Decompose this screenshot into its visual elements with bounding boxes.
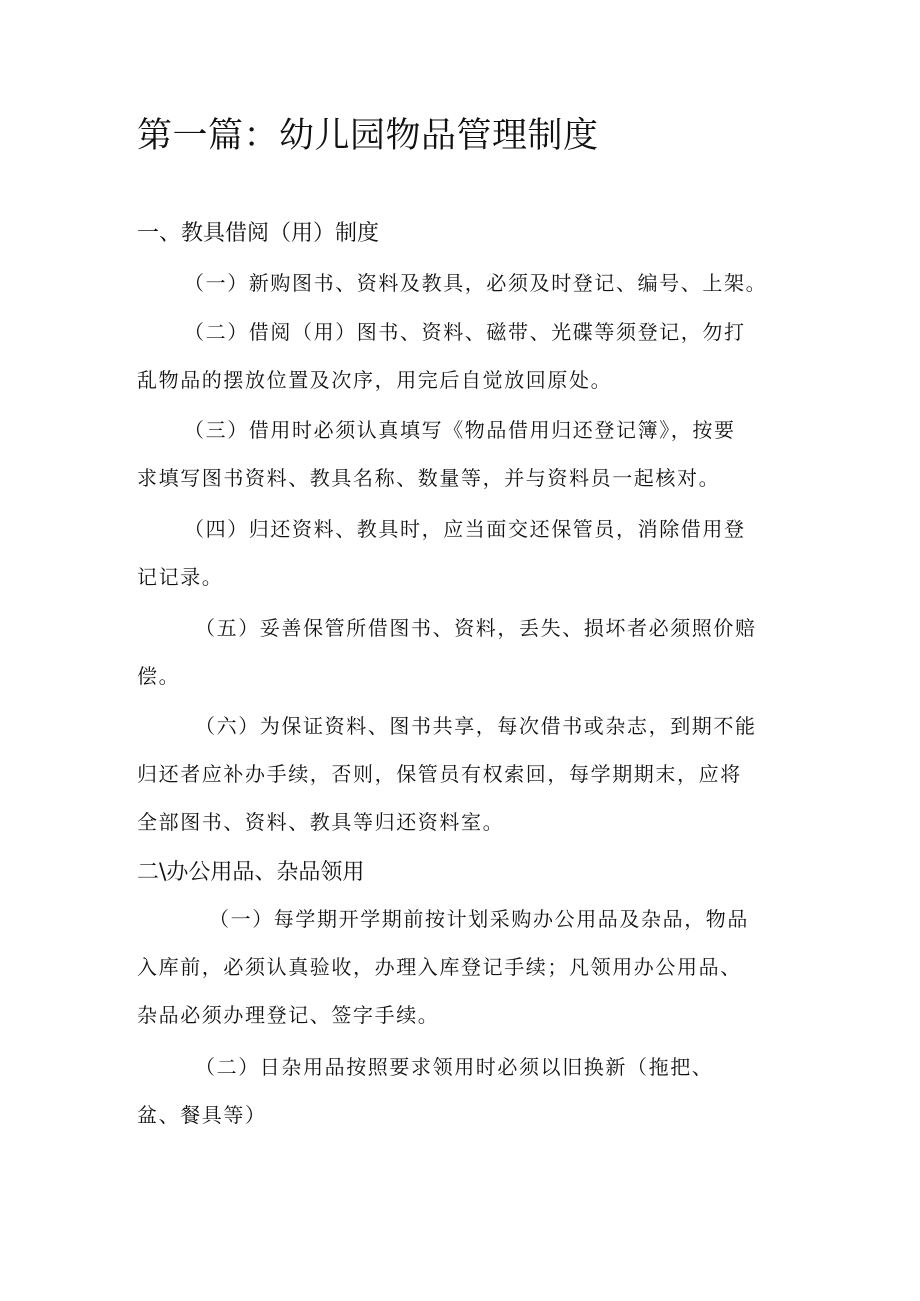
- paragraph-line: 偿。: [137, 664, 181, 688]
- paragraph-line: （六）为保证资料、图书共享，每次借书或杂志，到期不能: [195, 714, 757, 738]
- paragraph-1-3: [137, 406, 787, 502]
- paragraph-1-4: [137, 505, 787, 601]
- paragraph-line: 归还者应补办手续，否则，保管员有权索回，每学期期末，应将: [137, 762, 742, 786]
- paragraph-line: （四）归还资料、教具时，应当面交还保管员，消除借用登: [184, 517, 746, 541]
- paragraph-line: （一）每学期开学期前按计划采购办公用品及杂品，物品: [209, 907, 749, 931]
- paragraph-line: （二）借阅（用）图书、资料、磁带、光碟等须登记，勿打: [184, 320, 746, 344]
- paragraph-2-2: [137, 1043, 787, 1139]
- paragraph-1-6: [137, 702, 787, 846]
- section-heading-office-supplies: 二\办公用品、杂品领用: [137, 860, 365, 885]
- paragraph-line: 盆、餐具等）: [137, 1103, 267, 1127]
- document-title: 第一篇：幼儿园物品管理制度: [137, 116, 599, 156]
- paragraph-line: （一）新购图书、资料及教具，必须及时登记、编号、上架。: [184, 271, 768, 295]
- paragraph-line: （五）妥善保管所借图书、资料，丢失、损坏者必须照价赔: [195, 616, 757, 640]
- paragraph-line: 杂品必须办理登记、签字手续。: [137, 1003, 440, 1027]
- paragraph-line: 求填写图书资料、教具名称、数量等，并与资料员一起核对。: [137, 466, 721, 490]
- paragraph-2-1: [137, 895, 787, 1039]
- paragraph-line: 全部图书、资料、教具等归还资料室。: [137, 810, 505, 834]
- paragraph-1-2: [137, 308, 787, 404]
- paragraph-line: 乱物品的摆放位置及次序，用完后自觉放回原处。: [137, 368, 613, 392]
- section-heading-borrowing: 一、教具借阅（用）制度: [137, 221, 380, 246]
- paragraph-1-5: [137, 604, 787, 700]
- paragraph-line: 入库前，必须认真验收，办理入库登记手续；凡领用办公用品、: [137, 955, 742, 979]
- paragraph-line: 记记录。: [137, 565, 224, 589]
- paragraph-line: （三）借用时必须认真填写《物品借用归还登记簿》，按要: [184, 418, 736, 442]
- paragraph-line: （二）日杂用品按照要求领用时必须以旧换新（拖把、: [195, 1055, 714, 1079]
- paragraph-1-1: [137, 259, 787, 307]
